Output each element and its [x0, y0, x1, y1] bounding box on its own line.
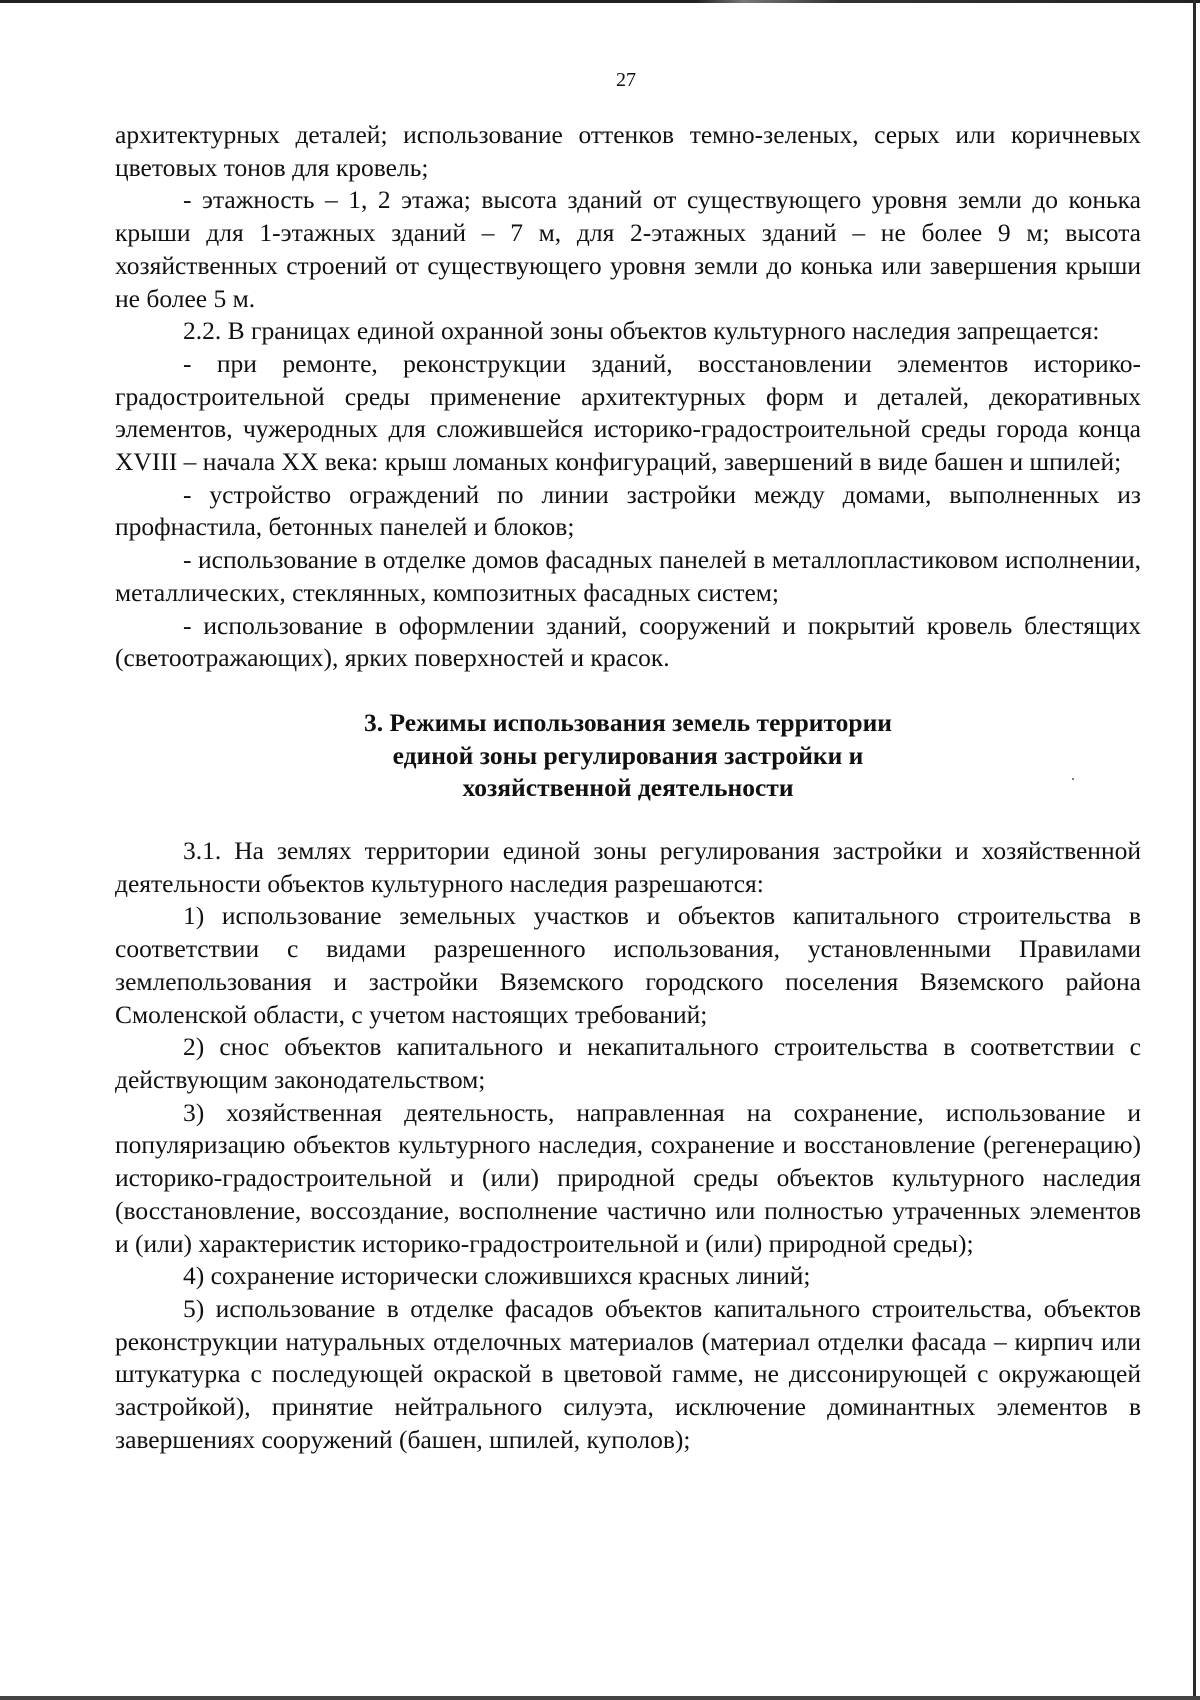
list-item-4: 4) сохранение исторически сложившихся красных линий;	[183, 1261, 811, 1291]
scan-right-edge	[1193, 0, 1196, 1700]
list-item-3: 3) хозяйственная деятельность, направленная на сохранение, использование и популяризацию объектов культурного наследия, сохранение и восстановление (регенерацию) историко-градостроительной и (или) природной среды объектов культурного наследия (восстановление, воссоздание, восполнение частично или полностью утраченных элементов и (или) характеристик историко-градостроительной и (или) природной среды);	[115, 1097, 1141, 1258]
section-heading-line: хозяйственной деятельности	[462, 773, 794, 803]
list-item-5: 5) использование в отделке фасадов объектов капитального строительства, объектов реконструкции натуральных отделочных материалов (материал отделки фасада – кирпич или штукатурка с последующей окраской в цветовой гамме, не диссонирующей с окружающей застройкой), принятие нейтрального силуэта, исключение доминантных элементов в завершениях сооружений (башен, шпилей, куполов);	[115, 1293, 1141, 1454]
page-number: 27	[616, 69, 636, 91]
paragraph-2-2: 2.2. В границах единой охранной зоны объектов культурного наследия запрещается:	[183, 316, 1100, 346]
scan-bottom-edge	[0, 1696, 1200, 1700]
document-body	[115, 119, 1141, 1456]
scan-top-edge	[0, 0, 1200, 3]
list-item-1: 1) использование земельных участков и объектов капитального строительства в соответствии с видами разрешенного использования, установленными Правилами землепользования и застройки Вяземского городского поселения Вяземского района Смоленской области, с учетом настоящих требований;	[115, 901, 1141, 1029]
section-heading-line: единой зоны регулирования застройки и	[392, 740, 864, 770]
list-item-2: 2) снос объектов капитального и некапитального строительства в соответствии с действующим законодательством;	[115, 1032, 1141, 1094]
list-item-forbidden-forms: - при ремонте, реконструкции зданий, восстановлении элементов историко-градостроительной среды применение архитектурных форм и деталей, декоративных элементов, чужеродных для сложившейся историко-градостроительной среды города конца XVIII – начала XX века: крыш ломаных конфигураций, завершений в виде башен и шпилей;	[115, 348, 1141, 477]
list-item-forbidden-glossy: - использование в оформлении зданий, сооружений и покрытий кровель блестящих (светоотражающих), ярких поверхностей и красок.	[115, 610, 1141, 673]
paragraph-3-1: 3.1. На землях территории единой зоны регулирования застройки и хозяйственной деятельности объектов культурного наследия разрешаются:	[115, 836, 1141, 898]
paragraph-storeys: - этажность – 1, 2 этажа; высота зданий от существующего уровня земли до конька крыши для 1-этажных зданий – 7 м, для 2-этажных зданий – не более 9 м; высота хозяйственных строений от существующего уровня земли до конька или завершения крыши не более 5 м.	[115, 185, 1141, 313]
list-item-forbidden-panels: - использование в отделке домов фасадных панелей в металлопластиковом исполнении, металлических, стеклянных, композитных фасадных систем;	[115, 545, 1141, 607]
section-heading-line: 3. Режимы использования земель территории	[364, 707, 892, 737]
list-item-forbidden-fences: - устройство ограждений по линии застройки между домами, выполненных из профнастила, бетонных панелей и блоков;	[115, 479, 1141, 542]
section-heading	[115, 707, 1141, 805]
paragraph-continuation: архитектурных деталей; использование оттенков темно-зеленых, серых или коричневых цветовых тонов для кровель;	[115, 120, 1141, 182]
